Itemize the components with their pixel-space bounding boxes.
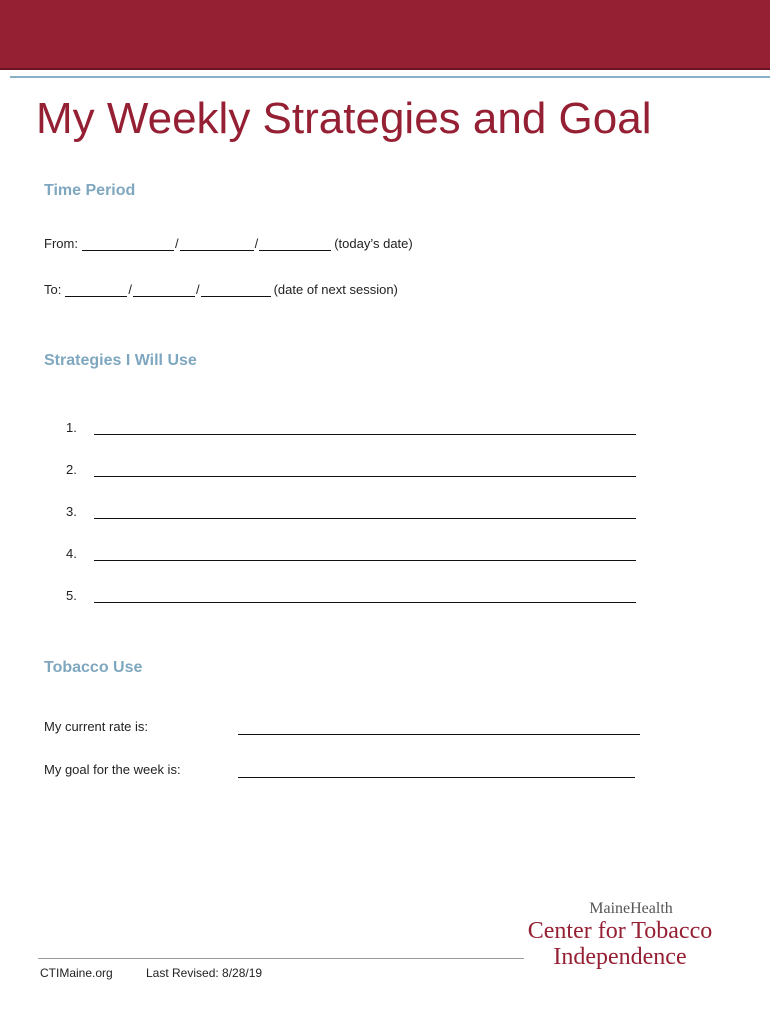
logo-brand: MaineHealth — [589, 900, 673, 917]
strategy-number: 5. — [66, 588, 77, 603]
date-separator: / — [195, 282, 200, 297]
footer-divider — [38, 958, 524, 959]
page-title: My Weekly Strategies and Goal — [36, 94, 652, 143]
strategy-number: 2. — [66, 462, 77, 477]
strategy-blank-line[interactable] — [94, 588, 636, 603]
current-rate-label: My current rate is: — [44, 719, 149, 734]
strategy-number: 1. — [66, 420, 77, 435]
strategy-number: 4. — [66, 546, 77, 561]
strategy-item — [66, 504, 636, 519]
strategies-heading: Strategies I Will Use — [44, 352, 197, 369]
weekly-goal-label: My goal for the week is: — [44, 762, 181, 777]
date-separator: / — [254, 236, 259, 251]
from-day-blank[interactable] — [180, 238, 254, 251]
from-label: From: — [44, 236, 78, 251]
header-banner — [0, 0, 770, 70]
strategy-blank-line[interactable] — [94, 504, 636, 519]
strategy-item — [66, 588, 636, 603]
strategy-blank-line[interactable] — [94, 420, 636, 435]
footer-revision-date: Last Revised: 8/28/19 — [146, 966, 263, 980]
next-session-hint: (date of next session) — [273, 282, 398, 297]
current-rate-blank-line[interactable] — [238, 720, 640, 735]
strategy-item — [66, 546, 636, 561]
strategy-blank-line[interactable] — [94, 462, 636, 477]
logo-line-2: Independence — [553, 944, 687, 970]
strategy-blank-line[interactable] — [94, 546, 636, 561]
tobacco-use-heading: Tobacco Use — [44, 659, 143, 676]
strategy-item — [66, 420, 636, 435]
strategy-number: 3. — [66, 504, 77, 519]
weekly-goal-blank-line[interactable] — [238, 763, 635, 778]
time-period-heading: Time Period — [44, 182, 136, 199]
header-divider — [10, 76, 770, 78]
logo-line-1: Center for Tobacco — [527, 918, 713, 944]
to-year-blank[interactable] — [201, 284, 271, 297]
date-separator: / — [128, 282, 132, 297]
footer-website: CTIMaine.org — [40, 966, 113, 980]
cti-logo — [520, 900, 720, 970]
to-date-row — [44, 282, 398, 297]
date-separator: / — [174, 236, 179, 251]
from-date-row — [44, 236, 413, 251]
to-label: To: — [44, 282, 62, 297]
from-month-blank[interactable] — [82, 238, 174, 251]
from-year-blank[interactable] — [259, 238, 331, 251]
to-day-blank[interactable] — [133, 284, 195, 297]
today-date-hint: (today’s date) — [334, 236, 413, 251]
strategy-item — [66, 462, 636, 477]
to-month-blank[interactable] — [65, 284, 127, 297]
